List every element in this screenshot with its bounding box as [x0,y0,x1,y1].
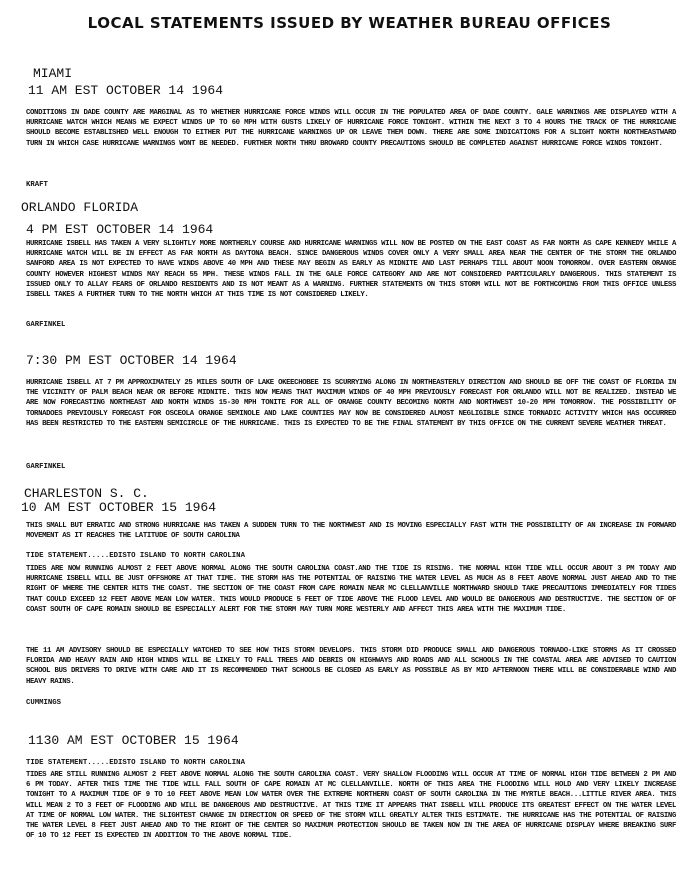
charleston-office-heading: CHARLESTON S. C. [24,486,149,501]
charleston-advisory-body: THE 11 AM ADVISORY SHOULD BE ESPECIALLY WATCHED TO SEE HOW THIS STORM DEVELOPS. THIS STORM DID PRODUCE SMALL AND DANGEROUS TORNADO-LIKE STORMS AS IT CROSSED FLORIDA AND HEAVY RAIN AND HIGH WINDS WILL BE LIKELY TO FALL TREES AND DEBRIS ON HIGHWAYS AND ROADS AND ALL SCHOOLS IN THE COASTAL AREA ARE ADVISED TO CAUTION SCHOOL BUS DRIVERS TO DRIVE WITH CARE AND IT IS RECOMMENDED THAT SCHOOLS BE CLOSED AS EARLY AS POSSIBLE AS BY MID AFTERNOON THERE WILL BE CONSIDERABLE WIND AND HEAVY RAINS. [26,647,676,686]
charleston-time-heading-2: 1130 AM EST OCTOBER 15 1964 [28,733,239,748]
orlando-time-heading-2: 7:30 PM EST OCTOBER 14 1964 [26,353,237,368]
miami-signature: KRAFT [26,181,48,189]
orlando-statement-body-2: HURRICANE ISBELL AT 7 PM APPROXIMATELY 25 MILES SOUTH OF LAKE OKEECHOBEE IS SCURRYING ALONG IN NORTHEASTERLY DIRECTION AND SHOULD BE OFF THE COAST OF FLORIDA IN THE VICINITY OF PALM BEACH NEAR OR BEFORE MIDNITE. THIS NOW MEANS THAT MAXIMUM WINDS OF 40 MPH PREVIOUSLY FORECAST FOR ORLANDO WILL NOT BE REALIZED. INSTEAD WE ARE NOW FORECASTING NORTHEAST AND NORTH WINDS 15-30 MPH TONITE FOR ALL OF ORANGE COUNTY BECOMING NORTH AND NORTHWEST 10-20 MPH TOMORROW. THE POSSIBILITY OF TORNADOES PREVIOUSLY FORECAST FOR OSCEOLA ORANGE SEMINOLE AND LAKE COUNTIES MAY NOW BE CONSIDERED ALMOST NEGLIGIBLE SINCE TORNADIC ACTIVITY WHICH HAS OCCURRED HAS BEEN RESTRICTED TO THE EASTERN SEMICIRCLE OF THE HURRICANE. THIS IS EXPECTED TO BE THE FINAL STATEMENT BY THIS OFFICE ON THE CURRENT SEVERE WEATHER THREAT. [26,379,676,428]
orlando-signature-2: GARFINKEL [26,463,66,471]
miami-time-heading: 11 AM EST OCTOBER 14 1964 [28,83,224,98]
orlando-office-heading: ORLANDO FLORIDA [21,200,139,215]
charleston-statement-body-1: THIS SMALL BUT ERRATIC AND STRONG HURRICANE HAS TAKEN A SUDDEN TURN TO THE NORTHWEST AND IS MOVING ESPECIALLY FAST WITH THE POSSIBILITY OF AN INCREASE IN FORWARD MOVEMENT AS IT REACHES THE LATITUDE OF SOUTH CAROLINA [26,522,676,541]
miami-statement-body: CONDITIONS IN DADE COUNTY ARE MARGINAL AS TO WHETHER HURRICANE FORCE WINDS WILL OCCUR IN THE POPULATED AREA OF DADE COUNTY. GALE WARNINGS ARE DISPLAYED WITH A HURRICANE WATCH WHICH MEANS WE EXPECT WINDS UP TO 60 MPH WITH GUSTS LIKELY OF HURRICANE FORCE TONIGHT. WITHIN THE NEXT 3 TO 4 HOURS THE TRACK OF THE HURRICANE SHOULD BECOME ESTABLISHED WELL ENOUGH TO EITHER PUT THE HURRICANE WARNINGS UP OR LEAVE THEM DOWN. THERE ARE SOME INDICATIONS FOR A SLIGHT NORTH NORTHEASTWARD TURN IN WHICH CASE HURRICANE WARNINGS WONT BE NEEDED. FURTHER NORTH THRU BROWARD COUNTY PRECAUTIONS SHOULD BE COMPLETED AGAINST HURRICANE FORCE WINDS TONIGHT. [26,109,676,148]
miami-office-heading: MIAMI [33,66,73,81]
orlando-time-heading-1: 4 PM EST OCTOBER 14 1964 [26,222,214,237]
charleston-tide-heading-2: TIDE STATEMENT.....EDISTO ISLAND TO NORTH CAROLINA [26,759,245,767]
charleston-time-heading-1: 10 AM EST OCTOBER 15 1964 [21,500,217,515]
charleston-tide-heading-1: TIDE STATEMENT.....EDISTO ISLAND TO NORTH CAROLINA [26,552,245,560]
charleston-tide-body-1: TIDES ARE NOW RUNNING ALMOST 2 FEET ABOVE NORMAL ALONG THE SOUTH CAROLINA COAST.AND THE TIDE IS RISING. THE NORMAL HIGH TIDE WILL OCCUR ABOUT 3 PM TODAY AND HURRICANE ISBELL WILL BE JUST OFFSHORE AT THAT TIME. THE STORM HAS THE POTENTIAL OF RAISING THE WATER LEVEL AS MUCH AS 8 FEET ABOVE NORMAL JUST AHEAD AND TO THE RIGHT OF WHERE THE CENTER HITS THE COAST. THE SECTION OF THE COAST FROM CAPE ROMAIN NEAR MC CLELLANVILLE NORTHWARD SHOULD TAKE PRECAUTIONS IMMEDIATELY FOR TIDES THAT COULD EXCEED 12 FEET ABOVE MEAN LOW WATER. THIS WOULD PRODUCE 5 FEET OF TIDE ABOVE THE FLOOD LEVEL AND WOULD BE DANGEROUS AND DESTRUCTIVE. THE SECTION OF OF COAST SOUTH OF CAPE ROMAIN SHOULD BE ESPECIALLY ALERT FOR THE STORM MAY TURN MORE WESTERLY AND AFFECT THIS AREA WITH THE MAXIMUM TIDE. [26,565,676,614]
orlando-statement-body-1: HURRICANE ISBELL HAS TAKEN A VERY SLIGHTLY MORE NORTHERLY COURSE AND HURRICANE WARNINGS WILL NOW BE POSTED ON THE EAST COAST AS FAR NORTH AS CAPE KENNEDY WHILE A HURRICANE WATCH WILL BE IN EFFECT AS FAR NORTH AS DAYTONA BEACH. SINCE DANGEROUS WINDS COVER ONLY A VERY SMALL AREA NEAR THE CENTER OF THE STORM THE ORLANDO SANFORD AREA IS NOT EXPECTED TO HAVE WINDS ABOVE 40 MPH AND THESE MAY BEGIN AS EARLY AS MIDNITE AND LAST PERHAPS TILL ABOUT NOON TOMORROW. OVER EASTERN ORANGE COUNTY HOWEVER HIGHEST WINDS MAY REACH 55 MPH. THESE WINDS FALL IN THE GALE FORCE CATEGORY AND ARE NOT CONSIDERED PARTICULARLY DANGEROUS. THIS STATEMENT IS ISSUED ONLY TO ALLAY FEARS OF ORLANDO RESIDENTS AND IS NOT MEANT AS A WARNING. FURTHER STATEMENTS ON THIS STORM WILL NOT BE FORTHCOMING FROM THIS OFFICE UNLESS ISBELL TAKES A FURTHER TURN TO THE NORTH WHICH AT THIS TIME IS NOT CONSIDERED LIKELY. [26,240,676,300]
orlando-signature-1: GARFINKEL [26,321,66,329]
charleston-signature: CUMMINGS [26,699,62,707]
page-title: LOCAL STATEMENTS ISSUED BY WEATHER BUREAU OFFICES [87,14,612,32]
charleston-tide-body-2: TIDES ARE STILL RUNNING ALMOST 2 FEET ABOVE NORMAL ALONG THE SOUTH CAROLINA COAST. VERY SHALLOW FLOODING WILL OCCUR AT TIME OF NORMAL HIGH TIDE BETWEEN 2 PM AND 6 PM TODAY. AFTER THIS TIME THE TIDE WILL FALL SOUTH OF CAPE ROMAIN AT MC CLELLANVILLE. NORTH OF THIS AREA THE FLOODING WILL HOLD AND VERY LIKELY INCREASE TONIGHT TO A MAXIMUM TIDE OF 9 TO 10 FEET ABOVE MEAN LOW WATER OVER THE EXTREME NORTHERN COAST OF SOUTH CAROLINA IN THE MYRTLE BEACH...LITTLE RIVER AREA. THIS WILL MEAN 2 TO 3 FEET OF FLOODING AND WILL BE DANGEROUS AND DESTRUCTIVE. AT THIS TIME IT APPEARS THAT ISBELL WILL PRODUCE ITS GREATEST EFFECT ON THE WATER LEVEL AT TIME OF NORMAL LOW WATER. THE SLIGHTEST CHANGE IN DIRECTION OR SPEED OF THE STORM WILL GREATLY ALTER THIS ESTIMATE. THE HURRICANE HAS THE POTENTIAL OF RAISING THE WATER LEVEL 8 FEET JUST AHEAD AND TO THE RIGHT OF THE CENTER SO MAXIMUM PROTECTION SHOULD BE TAKEN NOW IN THE AREA OF HURRICANE DISPLAY WHERE BREAKING SURF OF 10 TO 12 FEET IS EXPECTED IN ADDITION TO THE ABOVE NORMAL TIDE. [26,771,676,841]
